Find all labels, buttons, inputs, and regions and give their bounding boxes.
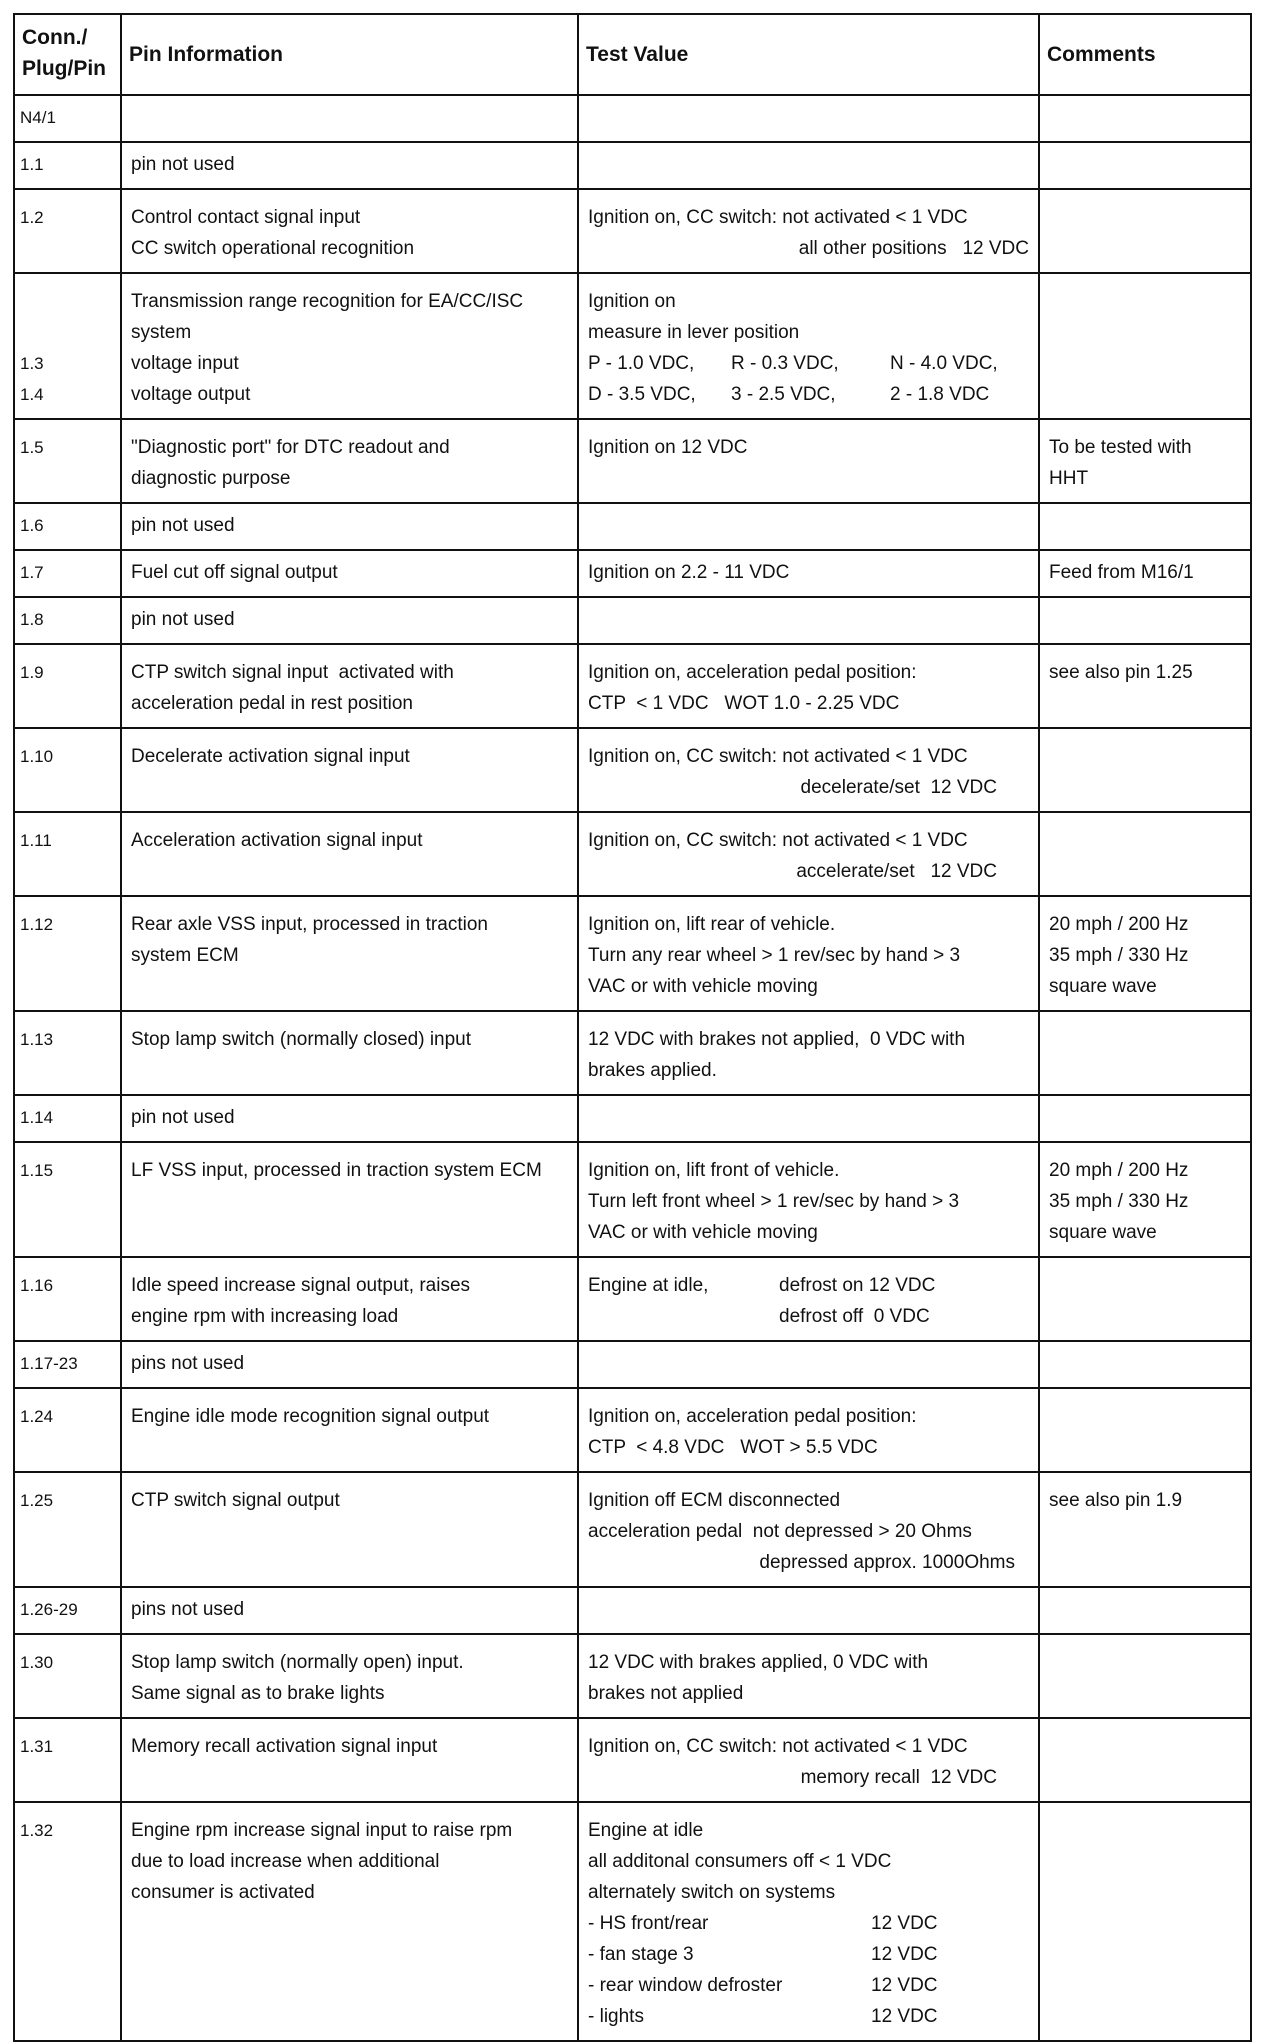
- test-value: Ignition on, CC switch: not activated < 1 VDC: [588, 207, 968, 228]
- table-row: 1.8 pin not used: [14, 597, 1251, 644]
- comment: 20 mph / 200 Hz: [1049, 914, 1189, 935]
- pin-id: 1.4: [20, 385, 44, 404]
- pin-info: CC switch operational recognition: [131, 238, 415, 259]
- consumer-item: - rear window defroster: [588, 1975, 783, 1996]
- table-row: 1.32 Engine rpm increase signal input to raise rpm due to load increase when additional consumer is activated Engine at idle all additonal consumers off < 1 VDC alternately switch on systems - HS front/rear 12 VDC - fan stage 3 12 VDC - rear window defroster 12 VDC - lights 12 VDC: [14, 1802, 1251, 2041]
- table-row: 1.14 pin not used: [14, 1095, 1251, 1142]
- table-row: 1.10 Decelerate activation signal input Ignition on, CC switch: not activated < 1 VDC decelerate/set 12 VDC: [14, 728, 1251, 812]
- table-row: 1.24 Engine idle mode recognition signal output Ignition on, acceleration pedal position: CTP < 4.8 VDC WOT > 5.5 VDC: [14, 1388, 1251, 1472]
- pin-info: Control contact signal input: [131, 207, 361, 228]
- pin-id: N4/1: [20, 108, 56, 127]
- table-row: 1.7 Fuel cut off signal output Ignition on 2.2 - 11 VDC Feed from M16/1: [14, 550, 1251, 597]
- pin-id: 1.1: [20, 155, 44, 174]
- consumer-item: - fan stage 3: [588, 1944, 694, 1965]
- table-row: 1.30 Stop lamp switch (normally open) input. Same signal as to brake lights 12 VDC with brakes applied, 0 VDC with brakes not applied: [14, 1634, 1251, 1718]
- table-row: 1.3 1.4 Transmission range recognition for EA/CC/ISC system voltage input voltage output Ignition on measure in lever position P - 1.0 VDC, R - 0.3 VDC, N - 4.0 VDC, D - 3.5 VDC, 3 - 2.5 VDC, 2 - 1.8 VDC: [14, 273, 1251, 419]
- comment: 20 mph / 200 Hz: [1049, 1160, 1189, 1181]
- header-test-value: Test Value: [578, 14, 1039, 95]
- pin-info: pin not used: [131, 154, 235, 175]
- table-row: 1.13 Stop lamp switch (normally closed) input 12 VDC with brakes not applied, 0 VDC with brakes applied.: [14, 1011, 1251, 1095]
- table-row: [14, 95, 1251, 142]
- table-row: 1.16 Idle speed increase signal output, raises engine rpm with increasing load Engine at idle, defrost on 12 VDC defrost off 0 VDC: [14, 1257, 1251, 1341]
- comment: see also pin 1.25: [1049, 662, 1193, 683]
- table-row: 1.15 LF VSS input, processed in traction system ECM Ignition on, lift front of vehicle. Turn left front wheel > 1 rev/sec by hand > 3 VAC or with vehicle moving 20 mph / 200 Hz 35 mph / 330 Hz square wave: [14, 1142, 1251, 1257]
- table-row: [14, 189, 1251, 273]
- pin-id: 1.3: [20, 354, 44, 373]
- table-row: 1.5 "Diagnostic port" for DTC readout and diagnostic purpose Ignition on 12 VDC To be tested with HHT: [14, 419, 1251, 503]
- header-comments: Comments: [1039, 14, 1251, 95]
- table-row: 1.17-23 pins not used: [14, 1341, 1251, 1388]
- table-row: 1.12 Rear axle VSS input, processed in traction system ECM Ignition on, lift rear of vehicle. Turn any rear wheel > 1 rev/sec by hand > 3 VAC or with vehicle moving 20 mph / 200 Hz 35 mph / 330 Hz square wave: [14, 896, 1251, 1011]
- test-value: all other positions 12 VDC: [798, 238, 1029, 259]
- table-row: 1.9 CTP switch signal input activated with acceleration pedal in rest position Ignition on, acceleration pedal position: CTP < 1 VDC WOT 1.0 - 2.25 VDC see also pin 1.25: [14, 644, 1251, 728]
- pin-table: [13, 13, 1252, 2042]
- comment: To be tested with: [1049, 437, 1192, 458]
- header-pin-info: Pin Information: [121, 14, 578, 95]
- pin-id: 1.2: [20, 208, 44, 227]
- table-row: 1.26-29 pins not used: [14, 1587, 1251, 1634]
- comment: Feed from M16/1: [1049, 562, 1194, 583]
- pin-id: 1.5: [20, 438, 44, 457]
- header-row: [14, 14, 1251, 95]
- header-conn: Conn./ Plug/Pin: [14, 14, 121, 95]
- table-row: 1.31 Memory recall activation signal input Ignition on, CC switch: not activated < 1 VDC memory recall 12 VDC: [14, 1718, 1251, 1802]
- consumer-item: - HS front/rear: [588, 1913, 709, 1934]
- table-row: 1.11 Acceleration activation signal input Ignition on, CC switch: not activated < 1 VDC accelerate/set 12 VDC: [14, 812, 1251, 896]
- comment: see also pin 1.9: [1049, 1490, 1183, 1511]
- table-row: [14, 142, 1251, 189]
- consumer-item: - lights: [588, 2006, 644, 2027]
- table-row: 1.25 CTP switch signal output Ignition off ECM disconnected acceleration pedal not depressed > 20 Ohms depressed approx. 1000Ohms see also pin 1.9: [14, 1472, 1251, 1587]
- table-row: 1.6 pin not used: [14, 503, 1251, 550]
